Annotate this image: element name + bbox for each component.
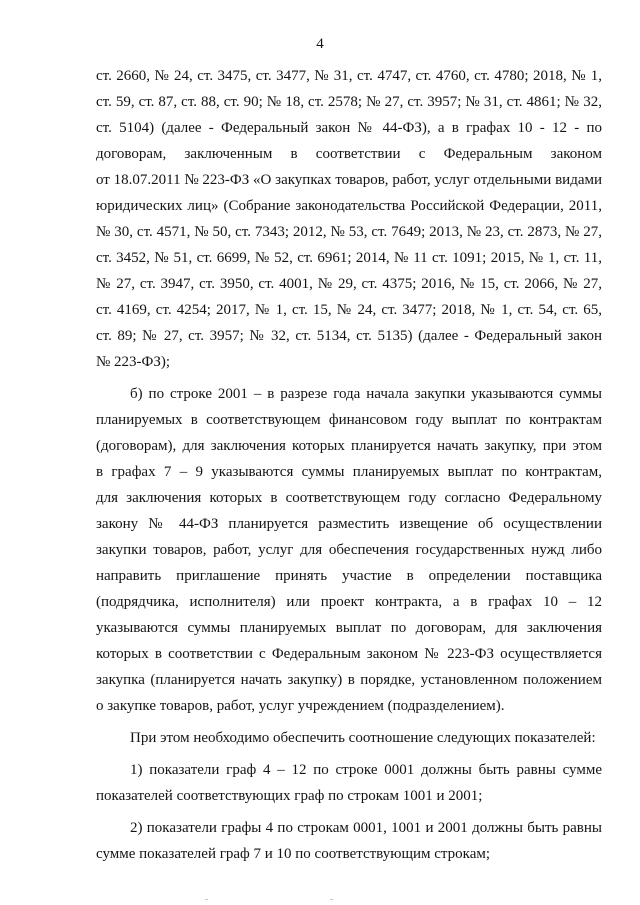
- text-line: для заключения которых в соответствующем году согласно Федеральному: [96, 490, 602, 506]
- text-line: (договорам), для заключения которых планируется начать закупку, при этом: [96, 438, 602, 454]
- text-line: 2) показатели графы 4 по строкам 0001, 1001 и 2001 должны быть равны: [130, 820, 602, 836]
- text-line: которых в соответствии с Федеральным законом № 223-ФЗ осуществляется: [96, 646, 602, 662]
- text-line: ст. 5104) (далее - Федеральный закон № 44-ФЗ), а в графах 10 - 12 - по: [96, 120, 602, 136]
- document-body: [96, 63, 602, 867]
- text-line: юридических лиц» (Собрание законодательства Российской Федерации, 2011,: [96, 198, 602, 214]
- text-line: ст. 2660, № 24, ст. 3475, ст. 3477, № 31, ст. 4747, ст. 4760, ст. 4780; 2018, № 1,: [96, 68, 602, 84]
- text-line: в графах 7 – 9 указываются суммы планируемых выплат по контрактам,: [96, 464, 602, 480]
- text-line: планируемых в соответствующем финансовом году выплат по контрактам: [96, 412, 602, 428]
- text-line: № 27, ст. 3947, ст. 3950, ст. 4001, № 29, ст. 4375; 2016, № 15, ст. 2066, № 27,: [96, 276, 602, 292]
- paragraph-ratio-intro: [96, 725, 602, 751]
- text-line: закупки товаров, работ, услуг для обеспечения государственных нужд либо: [96, 542, 602, 558]
- page-number: 4: [316, 36, 324, 52]
- paragraph-item-b: [96, 381, 602, 719]
- scan-artifact: [205, 899, 208, 900]
- text-line: ст. 3452, № 51, ст. 6699, № 52, ст. 6961; 2014, № 11 ст. 1091; 2015, № 1, ст. 11,: [96, 250, 602, 266]
- text-line: направить приглашение принять участие в определении поставщика: [96, 568, 602, 584]
- text-line: 1) показатели граф 4 – 12 по строке 0001 должны быть равны сумме: [130, 762, 602, 778]
- paragraph-item-1: [96, 757, 602, 809]
- text-line: от 18.07.2011 № 223-ФЗ «О закупках товаров, работ, услуг отдельными видами: [96, 172, 602, 188]
- text-line: договорам, заключенным в соответствии с Федеральным законом: [96, 146, 602, 162]
- text-line: закупка (планируется начать закупку) в порядке, установленном положением: [96, 672, 602, 688]
- text-line: показателей соответствующих граф по строкам 1001 и 2001;: [96, 788, 483, 804]
- text-line: При этом необходимо обеспечить соотношение следующих показателей:: [130, 730, 596, 746]
- text-line: ст. 89; № 27, ст. 3957; № 32, ст. 5134, ст. 5135) (далее - Федеральный закон: [96, 328, 602, 344]
- text-line: о закупке товаров, работ, услуг учреждением (подразделением).: [96, 698, 505, 714]
- text-line: указываются суммы планируемых выплат по договорам, для заключения: [96, 620, 602, 636]
- text-line: сумме показателей граф 7 и 10 по соответствующим строкам;: [96, 846, 491, 862]
- text-line: (подрядчика, исполнителя) или проект контракта, а в графах 10 – 12: [96, 594, 602, 610]
- scan-artifact: [330, 899, 333, 900]
- text-line: ст. 59, ст. 87, ст. 88, ст. 90; № 18, ст. 2578; № 27, ст. 3957; № 31, ст. 4861; № 32,: [96, 94, 602, 110]
- text-line: б) по строке 2001 – в разрезе года начала закупки указываются суммы: [130, 386, 602, 402]
- text-line: № 223-ФЗ);: [96, 354, 171, 370]
- text-line: закону № 44-ФЗ планируется разместить извещение об осуществлении: [96, 516, 602, 532]
- text-line: ст. 4169, ст. 4254; 2017, № 1, ст. 15, № 24, ст. 3477; 2018, № 1, ст. 54, ст. 65,: [96, 302, 602, 318]
- paragraph-item-2: [96, 815, 602, 867]
- text-line: № 30, ст. 4571, № 50, ст. 7343; 2012, № 53, ст. 7649; 2013, № 23, ст. 2873, № 27,: [96, 224, 602, 240]
- paragraph-law-references: [96, 63, 602, 375]
